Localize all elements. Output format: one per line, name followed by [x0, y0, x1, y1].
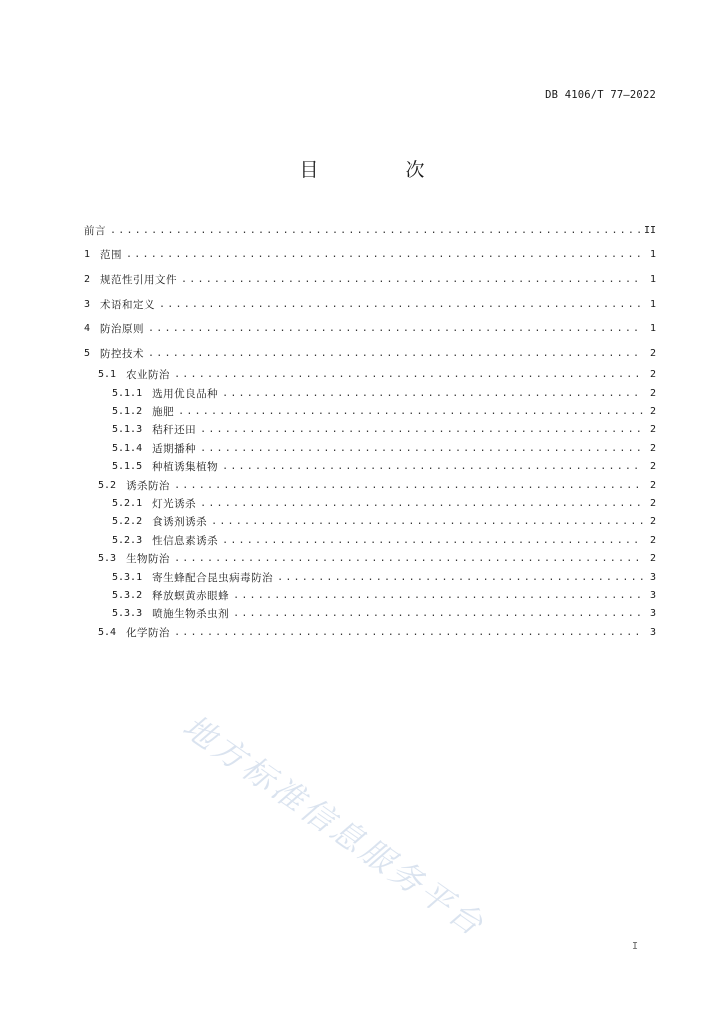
toc-entry[interactable]: [84, 605, 656, 623]
toc-entry-page: 2: [649, 369, 656, 381]
toc-dot-leader: [174, 553, 643, 564]
page-number: I: [631, 941, 638, 952]
toc-entry-label: 喷施生物杀虫剂: [152, 608, 230, 621]
toc-dot-leader: [148, 323, 643, 334]
toc-entry[interactable]: [84, 476, 656, 494]
toc-dot-leader: [159, 299, 643, 310]
toc-dot-leader: [110, 225, 640, 236]
toc-dot-leader: [178, 406, 643, 417]
document-code: DB 4106/T 77—2022: [545, 89, 656, 101]
toc-entry-number: 5.3.2: [112, 589, 143, 601]
toc-entry-number: 5.4: [98, 626, 117, 638]
toc-entry-number: 1: [84, 249, 91, 261]
toc-entry-label: 种植诱集植物: [152, 461, 219, 474]
toc-entry-label: 食诱剂诱杀: [152, 516, 208, 529]
toc-dot-leader: [222, 535, 643, 546]
toc-entry[interactable]: [84, 421, 656, 439]
toc-entry-number: 5.3: [98, 553, 117, 565]
toc-entry[interactable]: [84, 623, 656, 641]
toc-entry-label: 范围: [100, 249, 123, 262]
toc-entry-page: II: [643, 224, 656, 236]
toc-entry-number: 5.3.3: [112, 608, 143, 620]
toc-entry-page: 2: [649, 461, 656, 473]
toc-entry-page: 1: [649, 298, 656, 310]
toc-entry-number: 5.2.1: [112, 497, 143, 509]
toc-entry-number: 5.3.1: [112, 571, 143, 583]
toc-dot-leader: [174, 627, 643, 638]
toc-entry[interactable]: [84, 366, 656, 384]
toc-entry-label: 术语和定义: [100, 298, 156, 311]
toc-entry-page: 2: [649, 442, 656, 454]
toc-entry-number: 5.1.2: [112, 406, 143, 418]
toc-entry-label: 化学防治: [126, 626, 171, 639]
toc-dot-leader: [222, 461, 643, 472]
toc-entry-label: 前言: [84, 224, 106, 237]
toc-dot-leader: [200, 443, 643, 454]
toc-entry-label: 选用优良品种: [152, 387, 219, 400]
toc-entry[interactable]: [84, 586, 656, 604]
toc-entry-page: 2: [649, 387, 656, 399]
toc-entry-number: 3: [84, 298, 91, 310]
page-title: 目 次: [299, 159, 459, 181]
toc-entry-label: 防治原则: [100, 323, 145, 336]
toc-entry-page: 2: [649, 497, 656, 509]
toc-entry-page: 2: [649, 553, 656, 565]
toc-entry-number: 5.1.4: [112, 442, 143, 454]
toc-entry-page: 3: [649, 626, 656, 638]
watermark-text: 地方标准信息服务平台: [175, 707, 493, 945]
toc-dot-leader: [233, 608, 643, 619]
toc-entry[interactable]: [84, 531, 656, 549]
toc-entry[interactable]: [84, 243, 656, 268]
toc-entry-page: 1: [649, 323, 656, 335]
toc-entry-number: 4: [84, 323, 91, 335]
toc-entry[interactable]: [84, 384, 656, 402]
toc-dot-leader: [277, 572, 643, 583]
toc-entry-page: 3: [649, 589, 656, 601]
toc-dot-leader: [233, 590, 643, 601]
toc-entry-page: 2: [649, 479, 656, 491]
toc-dot-leader: [200, 498, 643, 509]
toc-entry-number: 5.1.1: [112, 387, 143, 399]
toc-entry[interactable]: [84, 218, 656, 243]
toc-entry[interactable]: [84, 568, 656, 586]
toc-entry[interactable]: [84, 402, 656, 420]
toc-entry-label: 施肥: [152, 406, 175, 419]
toc-entry-label: 灯光诱杀: [152, 497, 197, 510]
toc-entry[interactable]: [84, 549, 656, 567]
toc-entry-label: 性信息素诱杀: [152, 534, 219, 547]
toc-entry[interactable]: [84, 458, 656, 476]
toc-entry-label: 释放螟黄赤眼蜂: [152, 589, 230, 602]
toc-entry-label: 规范性引用文件: [100, 273, 178, 286]
toc-entry-label: 适期播种: [152, 442, 197, 455]
toc-entry-page: 2: [649, 424, 656, 436]
toc-dot-leader: [211, 516, 643, 527]
toc-entry-label: 防控技术: [100, 347, 145, 360]
toc-dot-leader: [174, 480, 643, 491]
toc-entry-number: 2: [84, 273, 91, 285]
toc-entry-label: 寄生蜂配合昆虫病毒防治: [152, 571, 274, 584]
toc-entry-page: 2: [649, 347, 656, 359]
toc-entry[interactable]: [84, 439, 656, 457]
toc-entry[interactable]: [84, 267, 656, 292]
toc-entry[interactable]: [84, 341, 656, 366]
toc-entry-page: 1: [649, 249, 656, 261]
toc-entry-number: 5.1.5: [112, 461, 143, 473]
toc-entry-page: 1: [649, 273, 656, 285]
toc-entry[interactable]: [84, 292, 656, 317]
toc-dot-leader: [200, 424, 643, 435]
toc-entry-number: 5.2: [98, 479, 117, 491]
toc-dot-leader: [148, 348, 643, 359]
toc-entry-number: 5.1: [98, 369, 117, 381]
toc-entry-label: 生物防治: [126, 553, 171, 566]
toc-entry-page: 2: [649, 534, 656, 546]
toc-entry-number: 5.2.2: [112, 516, 143, 528]
table-of-contents: [84, 218, 656, 641]
toc-entry-number: 5.2.3: [112, 534, 143, 546]
toc-dot-leader: [222, 388, 643, 399]
toc-entry-page: 2: [649, 406, 656, 418]
toc-entry-label: 农业防治: [126, 369, 171, 382]
toc-entry-label: 秸秆还田: [152, 424, 197, 437]
toc-entry-number: 5: [84, 347, 91, 359]
toc-entry-page: 3: [649, 608, 656, 620]
toc-dot-leader: [181, 274, 643, 285]
toc-entry-page: 2: [649, 516, 656, 528]
toc-entry-label: 诱杀防治: [126, 479, 171, 492]
toc-entry[interactable]: [84, 513, 656, 531]
toc-entry-page: 3: [649, 571, 656, 583]
toc-dot-leader: [126, 249, 643, 260]
toc-entry-number: 5.1.3: [112, 424, 143, 436]
toc-entry[interactable]: [84, 494, 656, 512]
toc-dot-leader: [174, 369, 643, 380]
toc-entry[interactable]: [84, 316, 656, 341]
